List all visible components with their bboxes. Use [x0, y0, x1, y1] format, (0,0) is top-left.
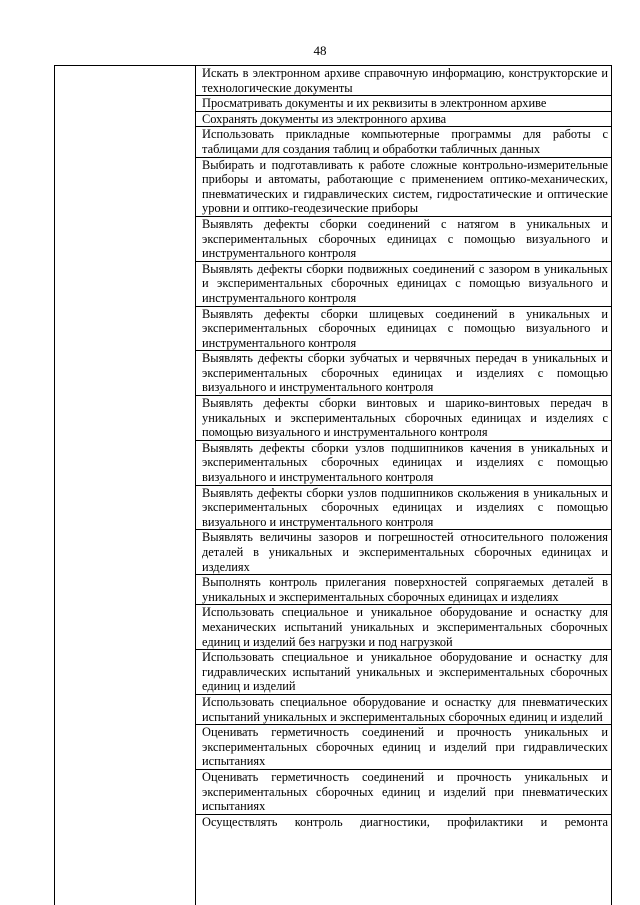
- table-row: Использовать специальное и уникальное оборудование и оснастку для механических испытаний уникальных и экспериментальных сборочных единиц и изделий без нагрузки и под нагрузкой: [196, 605, 611, 650]
- table-row: Использовать специальное оборудование и оснастку для пневматических испытаний уникальных и экспериментальных сборочных единиц и изделий: [196, 695, 611, 725]
- table-row: Использовать прикладные компьютерные программы для работы с таблицами для создания таблиц и обработки табличных данных: [196, 127, 611, 157]
- table-row: Выявлять дефекты сборки подвижных соединений с зазором в уникальных и экспериментальных сборочных единицах с помощью визуального и инструментального контроля: [196, 262, 611, 307]
- table-row: Выявлять дефекты сборки узлов подшипников скольжения в уникальных и экспериментальных сборочных единицах и изделиях с помощью визуального и инструментального контроля: [196, 486, 611, 531]
- skills-table: [54, 65, 612, 905]
- table-row: Оценивать герметичность соединений и прочность уникальных и экспериментальных сборочных единиц и изделий при пневматических испытаниях: [196, 770, 611, 815]
- table-row: Оценивать герметичность соединений и прочность уникальных и экспериментальных сборочных единиц и изделий при гидравлических испытаниях: [196, 725, 611, 770]
- table-row: Выявлять величины зазоров и погрешностей относительного положения деталей в уникальных и экспериментальных сборочных единицах и изделиях: [196, 530, 611, 575]
- table-row: Выявлять дефекты сборки шлицевых соединений в уникальных и экспериментальных сборочных единицах с помощью визуального и инструментального контроля: [196, 307, 611, 352]
- table-row: Искать в электронном архиве справочную информацию, конструкторские и технологические документы: [196, 66, 611, 96]
- skills-column: [196, 66, 611, 829]
- page-number: 48: [313, 43, 327, 58]
- table-row: Выявлять дефекты сборки соединений с натягом в уникальных и экспериментальных сборочных единицах с помощью визуального и инструментального контроля: [196, 217, 611, 262]
- table-row: Выявлять дефекты сборки винтовых и шарико-винтовых передач в уникальных и экспериментальных сборочных единицах и изделиях с помощью визуального и инструментального контроля: [196, 396, 611, 441]
- table-row: Использовать специальное и уникальное оборудование и оснастку для гидравлических испытаний уникальных и экспериментальных сборочных единиц и изделий: [196, 650, 611, 695]
- table-row: Выбирать и подготавливать к работе сложные контрольно-измерительные приборы и автоматы, работающие с применением оптико-механических, пневматических и гидравлических систем, гидростатические и оптические уровни и оптико-геодезические приборы: [196, 158, 611, 217]
- table-row: Выявлять дефекты сборки узлов подшипников качения в уникальных и экспериментальных сборочных единицах и изделиях с помощью визуального и инструментального контроля: [196, 441, 611, 486]
- table-row: Выполнять контроль прилегания поверхностей сопрягаемых деталей в уникальных и экспериментальных сборочных единицах и изделиях: [196, 575, 611, 605]
- table-row: Просматривать документы и их реквизиты в электронном архиве: [196, 96, 611, 112]
- table-row: Сохранять документы из электронного архива: [196, 112, 611, 128]
- table-row: Выявлять дефекты сборки зубчатых и червячных передач в уникальных и экспериментальных сборочных единицах и изделиях с помощью визуального и инструментального контроля: [196, 351, 611, 396]
- empty-left-column: [55, 66, 196, 905]
- table-row: Осуществлять контроль диагностики, профилактики и ремонта: [202, 814, 608, 829]
